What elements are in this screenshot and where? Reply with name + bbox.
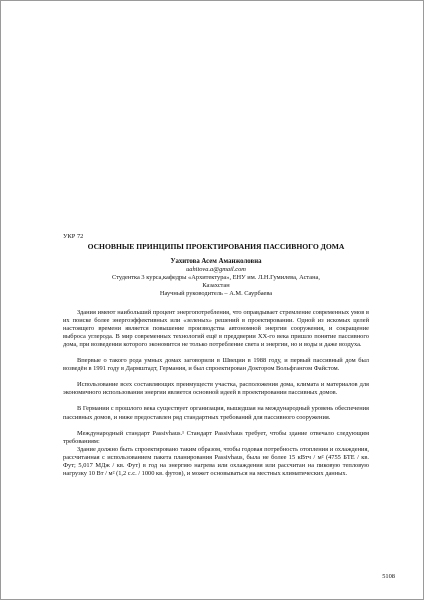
supervisor: Научный руководитель – А.М. Саурбаева xyxy=(159,290,273,298)
author-country: Казахстан xyxy=(202,282,230,290)
paragraph: Впервые о такого рода умных домах заговорили в Швеции в 1988 году, и первый пассивный дом был возведён в 1991 году в Дармштадт, Германия, и был спроектирован Доктором Вольфгангом Файстом. xyxy=(63,357,369,373)
paragraph: В Германии с прошлого века существует организация, вышедшая на международный уровень обеспечения пассивных домов, и ниже предоставлен ряд стандартных требований для пассивного сооружения. xyxy=(63,405,369,421)
paragraph: Здания имеют наибольший процент энергопотребления, что оправдывает стремление современных умов в их поиске более энергоэффективных или «зеленых» решений в проектировании. Одной из искомых целей настоящего времени является повышение производства автономной энергии сооружения, и сокращение выброса углерода. В мир современных технологий ещё в преддверии XX-го века пришло понятие пассивного дома, при возведении которого экономится не только потребление света и энергии, но и воды и даже воздуха. xyxy=(63,308,369,348)
article-title: ОСНОВНЫЕ ПРИНЦИПЫ ПРОЕКТИРОВАНИЯ ПАССИВНОГО ДОМА xyxy=(87,242,345,252)
udk-code: УКР 72 xyxy=(63,233,84,240)
author-email[interactable]: uahitova.a@gmail.com xyxy=(186,266,246,274)
page-number: 5108 xyxy=(382,573,395,580)
paragraph: Международный стандарт Passivhaus.¹ Стандарт Passivhaus требует, чтобы здание отвечало следующим требованиям: xyxy=(63,429,369,445)
author-email-line xyxy=(63,266,369,274)
author-name: Уахитова Асем Аманжоловна xyxy=(170,258,262,266)
author-affiliation: Студентка 3 курса,кафедры «Архитектура», ЕНУ им. Л.Н.Гумилева, Астана, xyxy=(112,274,320,282)
paragraph: Здание должно быть спроектировано таким образом, чтобы годовая потребность отопления и охлаждения, рассчитанная с использованием пакета планирования Passivhaus, была не более 15 кВтч / м² (4755 БТЕ / кв. Фут; 5,017 МДж / кв. Фут) в год на энергию нагрева или охлаждения или рассчитан на пиковую тепловую нагрузку 10 Вт / м² (1,2 с.с. / 1000 кв. футов), и может основываться на местных климатических данных. xyxy=(63,445,369,478)
article-body xyxy=(63,233,369,486)
paragraph: Использование всех составляющих преимуществ участка, расположения дома, климата и материалов для экономичного использования энергии является основной идеей в проектировании пассивных домов. xyxy=(63,381,369,397)
